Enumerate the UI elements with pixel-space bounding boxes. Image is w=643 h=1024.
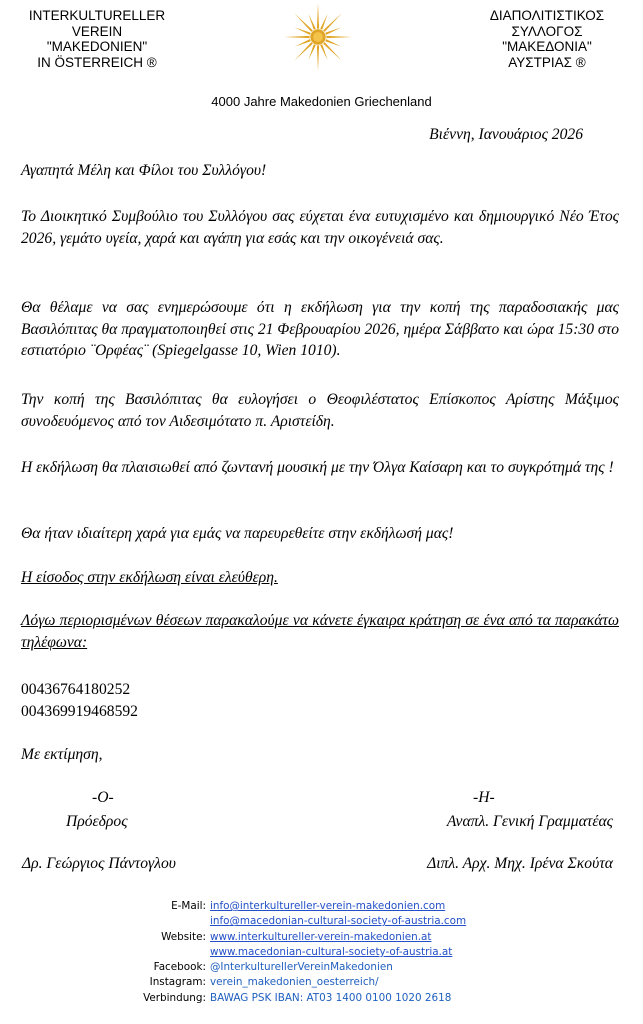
letter-paragraph: Την κοπή της Βασιλόπιτας θα ευλογήσει ο Θεοφιλέστατος Επίσκοπος Αρίστης Μάξιμος συνοδευόμενος από τον Αιδεσιμότατο π. Αριστείδη. — [21, 391, 619, 430]
footer-email-label: E-Mail: — [171, 900, 206, 912]
sun-ray — [294, 13, 313, 32]
signature-left-name: Δρ. Γεώργιος Πάντογλου — [22, 855, 176, 872]
signature-left-pronoun: -Ο- — [92, 789, 114, 806]
letter-reservation-note: Λόγω περιορισμένων θέσεων παρακαλούμε να κάνετε έγκαιρα κράτηση σε ένα από τα παρακάτω τηλέφωνα: — [21, 612, 619, 651]
letter-greeting: Αγαπητά Μέλη και Φίλοι του Συλλόγου! — [21, 162, 267, 179]
sun-ray — [323, 42, 342, 61]
header-right-org-name — [477, 8, 617, 70]
vergina-sun-icon — [283, 2, 353, 72]
phone-number: 004369919468592 — [21, 703, 138, 720]
header-left-line: VEREIN — [71, 23, 123, 39]
letter-free-entry-note: Η είσοδος στην εκδήλωση είναι ελεύθερη. — [21, 569, 278, 586]
header-left-line: "MAKEDONIEN" — [46, 39, 148, 54]
footer-facebook-label: Facebook: — [153, 961, 206, 974]
letter-paragraph: Θα θέλαμε να σας ενημερώσουμε ότι η εκδήλωση για την κοπή της παραδοσιακής μας Βασιλόπιτας θα πραγματοποιηθεί στις 21 Φεβρουαρίου 2026, ημέρα Σάββατο και ώρα 15:30 στο εστιατόριο ¨Ορφέας¨ (Spiegelgasse 10, Wien 1010). — [21, 299, 619, 359]
website-link[interactable]: www.macedonian-cultural-society-of-austria.at — [210, 945, 453, 958]
letter-closing: Με εκτίμηση, — [21, 746, 103, 763]
sun-ray — [284, 36, 309, 38]
email-link[interactable]: info@macedonian-cultural-society-of-austria.com — [210, 915, 467, 928]
bank-details: BAWAG PSK IBAN: AT03 1400 0100 1020 2618 — [210, 991, 452, 1004]
header-right-line: "ΜΑΚΕΔΟΝΙΑ" — [502, 39, 592, 54]
sun-ray — [317, 3, 319, 28]
signature-right-pronoun: -Η- — [473, 789, 495, 806]
sun-ray — [323, 13, 342, 32]
footer-website-label: Website: — [161, 930, 206, 943]
footer-contact-block — [0, 899, 643, 1006]
header-right-line: ΔΙΑΠΟΛΙΤΙΣΤΙΚΟΣ — [489, 8, 605, 23]
sun-ray — [294, 42, 313, 61]
header-right-line: ΣΥΛΛΟΓΟΣ — [511, 23, 583, 39]
email-link[interactable]: info@interkultureller-verein-makedonien.com — [210, 900, 446, 912]
letter-date: Βιέννη, Ιανουάριος 2026 — [429, 126, 583, 143]
header-right-line: ΑΥΣΤΡΙΑΣ ® — [508, 54, 586, 70]
header-left-line: INTERKULTURELLER — [28, 8, 166, 23]
letter-paragraph: Το Διοικητικό Συμβούλιο του Συλλόγου σας εύχεται ένα ευτυχισμένο και δημιουργικό Νέο Έτος 2026, γεμάτο υγεία, χαρά και αγάπη για εσάς και την οικογένειά σας. — [21, 208, 619, 247]
sun-ray — [326, 36, 351, 38]
instagram-handle: verein_makedonien_oesterreich/ — [210, 976, 379, 989]
signature-left-title: Πρόεδρος — [66, 813, 128, 830]
sun-ray — [317, 45, 319, 70]
footer-bank-label: Verbindung: — [143, 991, 206, 1004]
signature-right-name: Διπλ. Αρχ. Μηχ. Ιρένα Σκούτα — [427, 855, 613, 872]
footer-instagram-label: Instagram: — [149, 976, 206, 989]
header-left-line: IN ÖSTERREICH ® — [37, 54, 157, 70]
signature-right-title: Αναπλ. Γενική Γραμματέας — [446, 813, 613, 830]
letter-paragraph: Θα ήταν ιδιαίτερη χαρά για εμάς να παρευρεθείτε στην εκδήλωσή μας! — [21, 525, 454, 542]
header-subtitle: 4000 Jahre Makedonien Griechenland — [211, 94, 432, 109]
header-left-org-name — [18, 8, 176, 70]
phone-number: 00436764180252 — [21, 681, 131, 698]
facebook-handle: @InterkulturellerVereinMakedonien — [210, 961, 393, 974]
website-link[interactable]: www.interkultureller-verein-makedonien.at — [210, 930, 432, 943]
letter-paragraph: Η εκδήλωση θα πλαισιωθεί από ζωντανή μουσική με την Όλγα Καίσαρη και το συγκρότημά της ! — [21, 459, 614, 476]
